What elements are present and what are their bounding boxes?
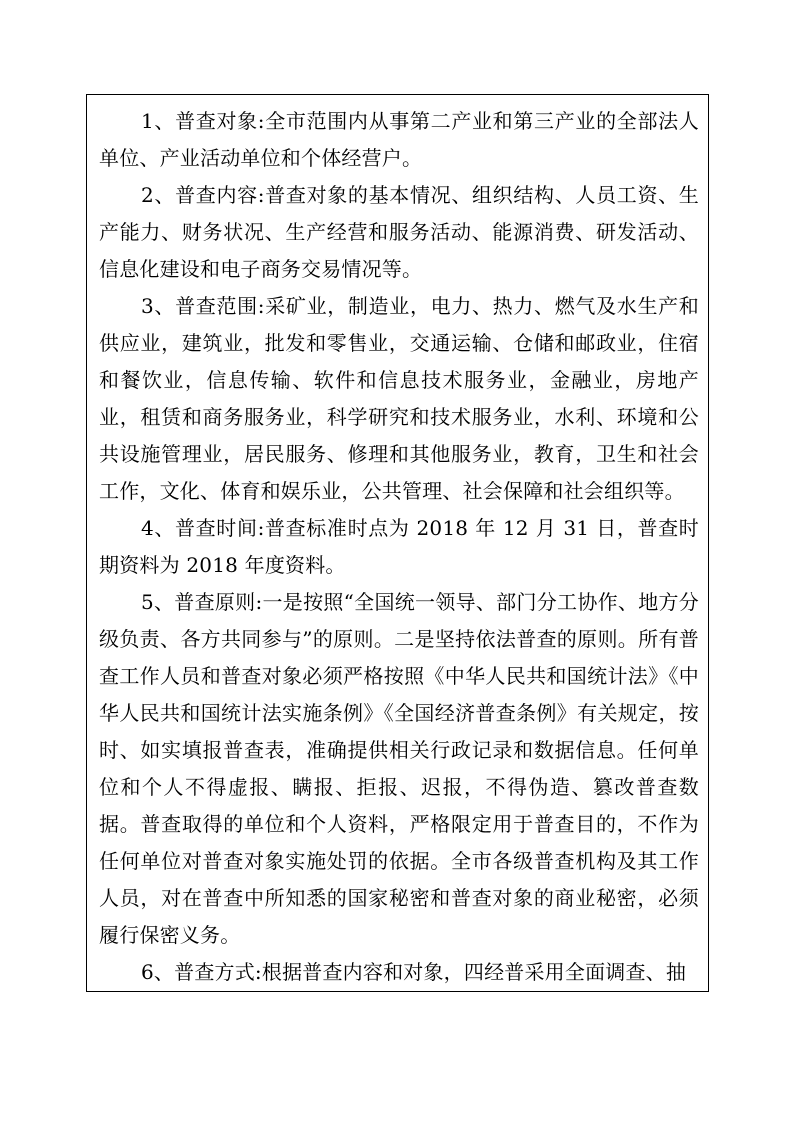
paragraph-census-scope: 3、普查范围:采矿业，制造业，电力、热力、燃气及水生产和供应业，建筑业，批发和零售业，交通运输、仓储和邮政业，住宿和餐饮业，信息传输、软件和信息技术服务业，金融业，房地产业，租赁和商务服务业，科学研究和技术服务业，水利、环境和公共设施管理业，居民服务、修理和其他服务业，教育，卫生和社会工作，文化、体育和娱乐业，公共管理、社会保障和社会组织等。 — [99, 294, 699, 503]
paragraph-census-content: 2、普查内容:普查对象的基本情况、组织结构、人员工资、生产能力、财务状况、生产经营和服务活动、能源消费、研发活动、信息化建设和电子商务交易情况等。 — [99, 183, 699, 281]
paragraph-census-time: 4、普查时间:普查标准时点为 2018 年 12 月 31 日，普查时期资料为 2018 年度资料。 — [99, 516, 699, 577]
paragraph-census-principles: 5、普查原则:一是按照“全国统一领导、部门分工协作、地方分级负责、各方共同参与”的原则。二是坚持依法普查的原则。所有普查工作人员和普查对象必须严格按照《中华人民共和国统计法》《中华人民共和国统计法实施条例》《全国经济普查条例》有关规定，按时、如实填报普查表，准确提供相关行政记录和数据信息。任何单位和个人不得虚报、瞒报、拒报、迟报，不得伪造、篡改普查数据。普查取得的单位和个人资料，严格限定用于普查目的，不作为任何单位对普查对象实施处罚的依据。全市各级普查机构及其工作人员，对在普查中所知悉的国家秘密和普查对象的商业秘密，必须履行保密义务。 — [99, 590, 699, 947]
document-body — [99, 103, 699, 991]
paragraph-census-objects: 1、普查对象:全市范围内从事第二产业和第三产业的全部法人单位、产业活动单位和个体经营户。 — [99, 109, 699, 170]
document-frame — [86, 94, 709, 992]
paragraph-census-method: 6、普查方式:根据普查内容和对象，四经普采用全面调查、抽 — [141, 960, 687, 984]
